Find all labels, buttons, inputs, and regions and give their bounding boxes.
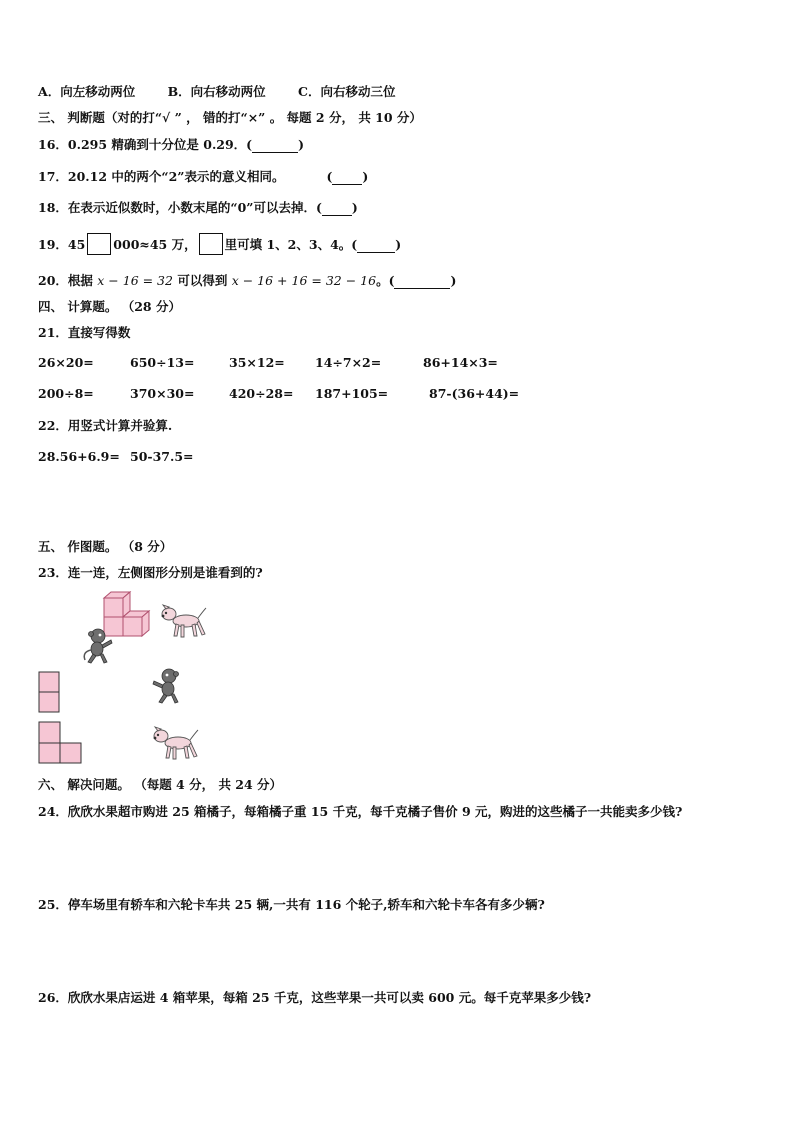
calc-item: 14÷7×2= — [315, 355, 382, 370]
options-line — [38, 82, 423, 100]
q19-part-b: 000≈45 万， — [113, 237, 197, 252]
question-18 — [38, 198, 358, 216]
calc-item: 187+105= — [315, 386, 389, 401]
q19-close: ) — [395, 237, 402, 252]
option-c[interactable]: C．向右移动三位 — [298, 84, 396, 99]
q23-title: 23．连一连，左侧图形分别是谁看到的? — [38, 565, 263, 580]
q17-text: 17．20.12 中的两个“2”表示的意义相同。 — [38, 169, 285, 184]
section3-title: 三、 判断题（对的打“√ ” ， 错的打“×” 。 每题 2 分， 共 10 分） — [38, 110, 422, 125]
q16-text: 16．0.295 精确到十分位是 0.29．( — [38, 137, 253, 152]
calc-item: 26×20= — [38, 355, 94, 370]
q19-answer-blank[interactable] — [357, 237, 395, 253]
q20-part-b: 可以得到 — [177, 273, 228, 288]
calc-item: 35×12= — [229, 355, 285, 370]
question-16 — [38, 135, 304, 153]
q22-title: 22．用竖式计算并验算. — [38, 418, 173, 433]
q22-item: 28.56+6.9= — [38, 449, 120, 464]
dog-figure — [160, 604, 208, 640]
option-a[interactable]: A．向左移动两位 — [38, 84, 136, 99]
q19-box-2[interactable] — [199, 233, 223, 255]
q20-close: ) — [450, 273, 457, 288]
q17-close: ) — [362, 169, 369, 184]
q20-answer-blank[interactable] — [394, 273, 450, 289]
question-20 — [38, 271, 456, 289]
question-25: 25．停车场里有轿车和六轮卡车共 25 辆,一共有 116 个轮子,轿车和六轮卡车各有多少辆? — [38, 897, 545, 912]
q19-box-1[interactable] — [87, 233, 111, 255]
q17-answer-blank[interactable] — [332, 169, 362, 185]
section4-title: 四、 计算题。 （28 分） — [38, 299, 181, 314]
q16-close: ) — [298, 137, 305, 152]
q21-title: 21．直接写得数 — [38, 325, 131, 340]
q20-part-c: 。( — [376, 273, 395, 288]
question-26: 26．欣欣水果店运进 4 箱苹果，每箱 25 千克，这些苹果一共可以卖 600 元。每千克苹果多少钱? — [38, 990, 592, 1005]
calc-item: 370×30= — [130, 386, 195, 401]
calc-item: 87-(36+44)= — [429, 386, 520, 401]
monkey-figure[interactable] — [150, 668, 186, 706]
q20-equation-2: x − 16 + 16 = 32 − 16 — [231, 273, 377, 288]
q22-item: 50-37.5= — [130, 449, 194, 464]
calc-item: 650÷13= — [130, 355, 195, 370]
q18-text: 18．在表示近似数时，小数末尾的“0”可以去掉．( — [38, 200, 322, 215]
calc-item: 200÷8= — [38, 386, 94, 401]
q18-close: ) — [351, 200, 358, 215]
question-24: 24．欣欣水果超市购进 25 箱橘子，每箱橘子重 15 千克，每千克橘子售价 9 元，购进的这些橘子一共能卖多少钱? — [38, 804, 683, 819]
view-shape-1[interactable] — [38, 671, 62, 715]
section5-title: 五、 作图题。 （8 分） — [38, 539, 173, 554]
calc-item: 86+14×3= — [423, 355, 498, 370]
q18-answer-blank[interactable] — [322, 200, 352, 216]
option-b[interactable]: B．向右移动两位 — [167, 84, 266, 99]
dog-figure[interactable] — [152, 726, 200, 762]
question-17 — [38, 167, 368, 185]
q20-equation-1: x − 16 = 32 — [97, 273, 173, 288]
q19-part-c: 里可填 1、2、3、4。( — [224, 237, 358, 252]
monkey-figure — [80, 628, 114, 666]
q19-part-a: 19．45 — [38, 237, 86, 252]
section6-title: 六、 解决问题。 （每题 4 分， 共 24 分） — [38, 777, 283, 792]
calc-item: 420÷28= — [229, 386, 294, 401]
q17-open: ( — [326, 169, 333, 184]
q20-part-a: 20．根据 — [38, 273, 93, 288]
q16-answer-blank[interactable] — [252, 137, 298, 153]
question-19 — [38, 233, 401, 255]
view-shape-2[interactable] — [38, 721, 84, 765]
